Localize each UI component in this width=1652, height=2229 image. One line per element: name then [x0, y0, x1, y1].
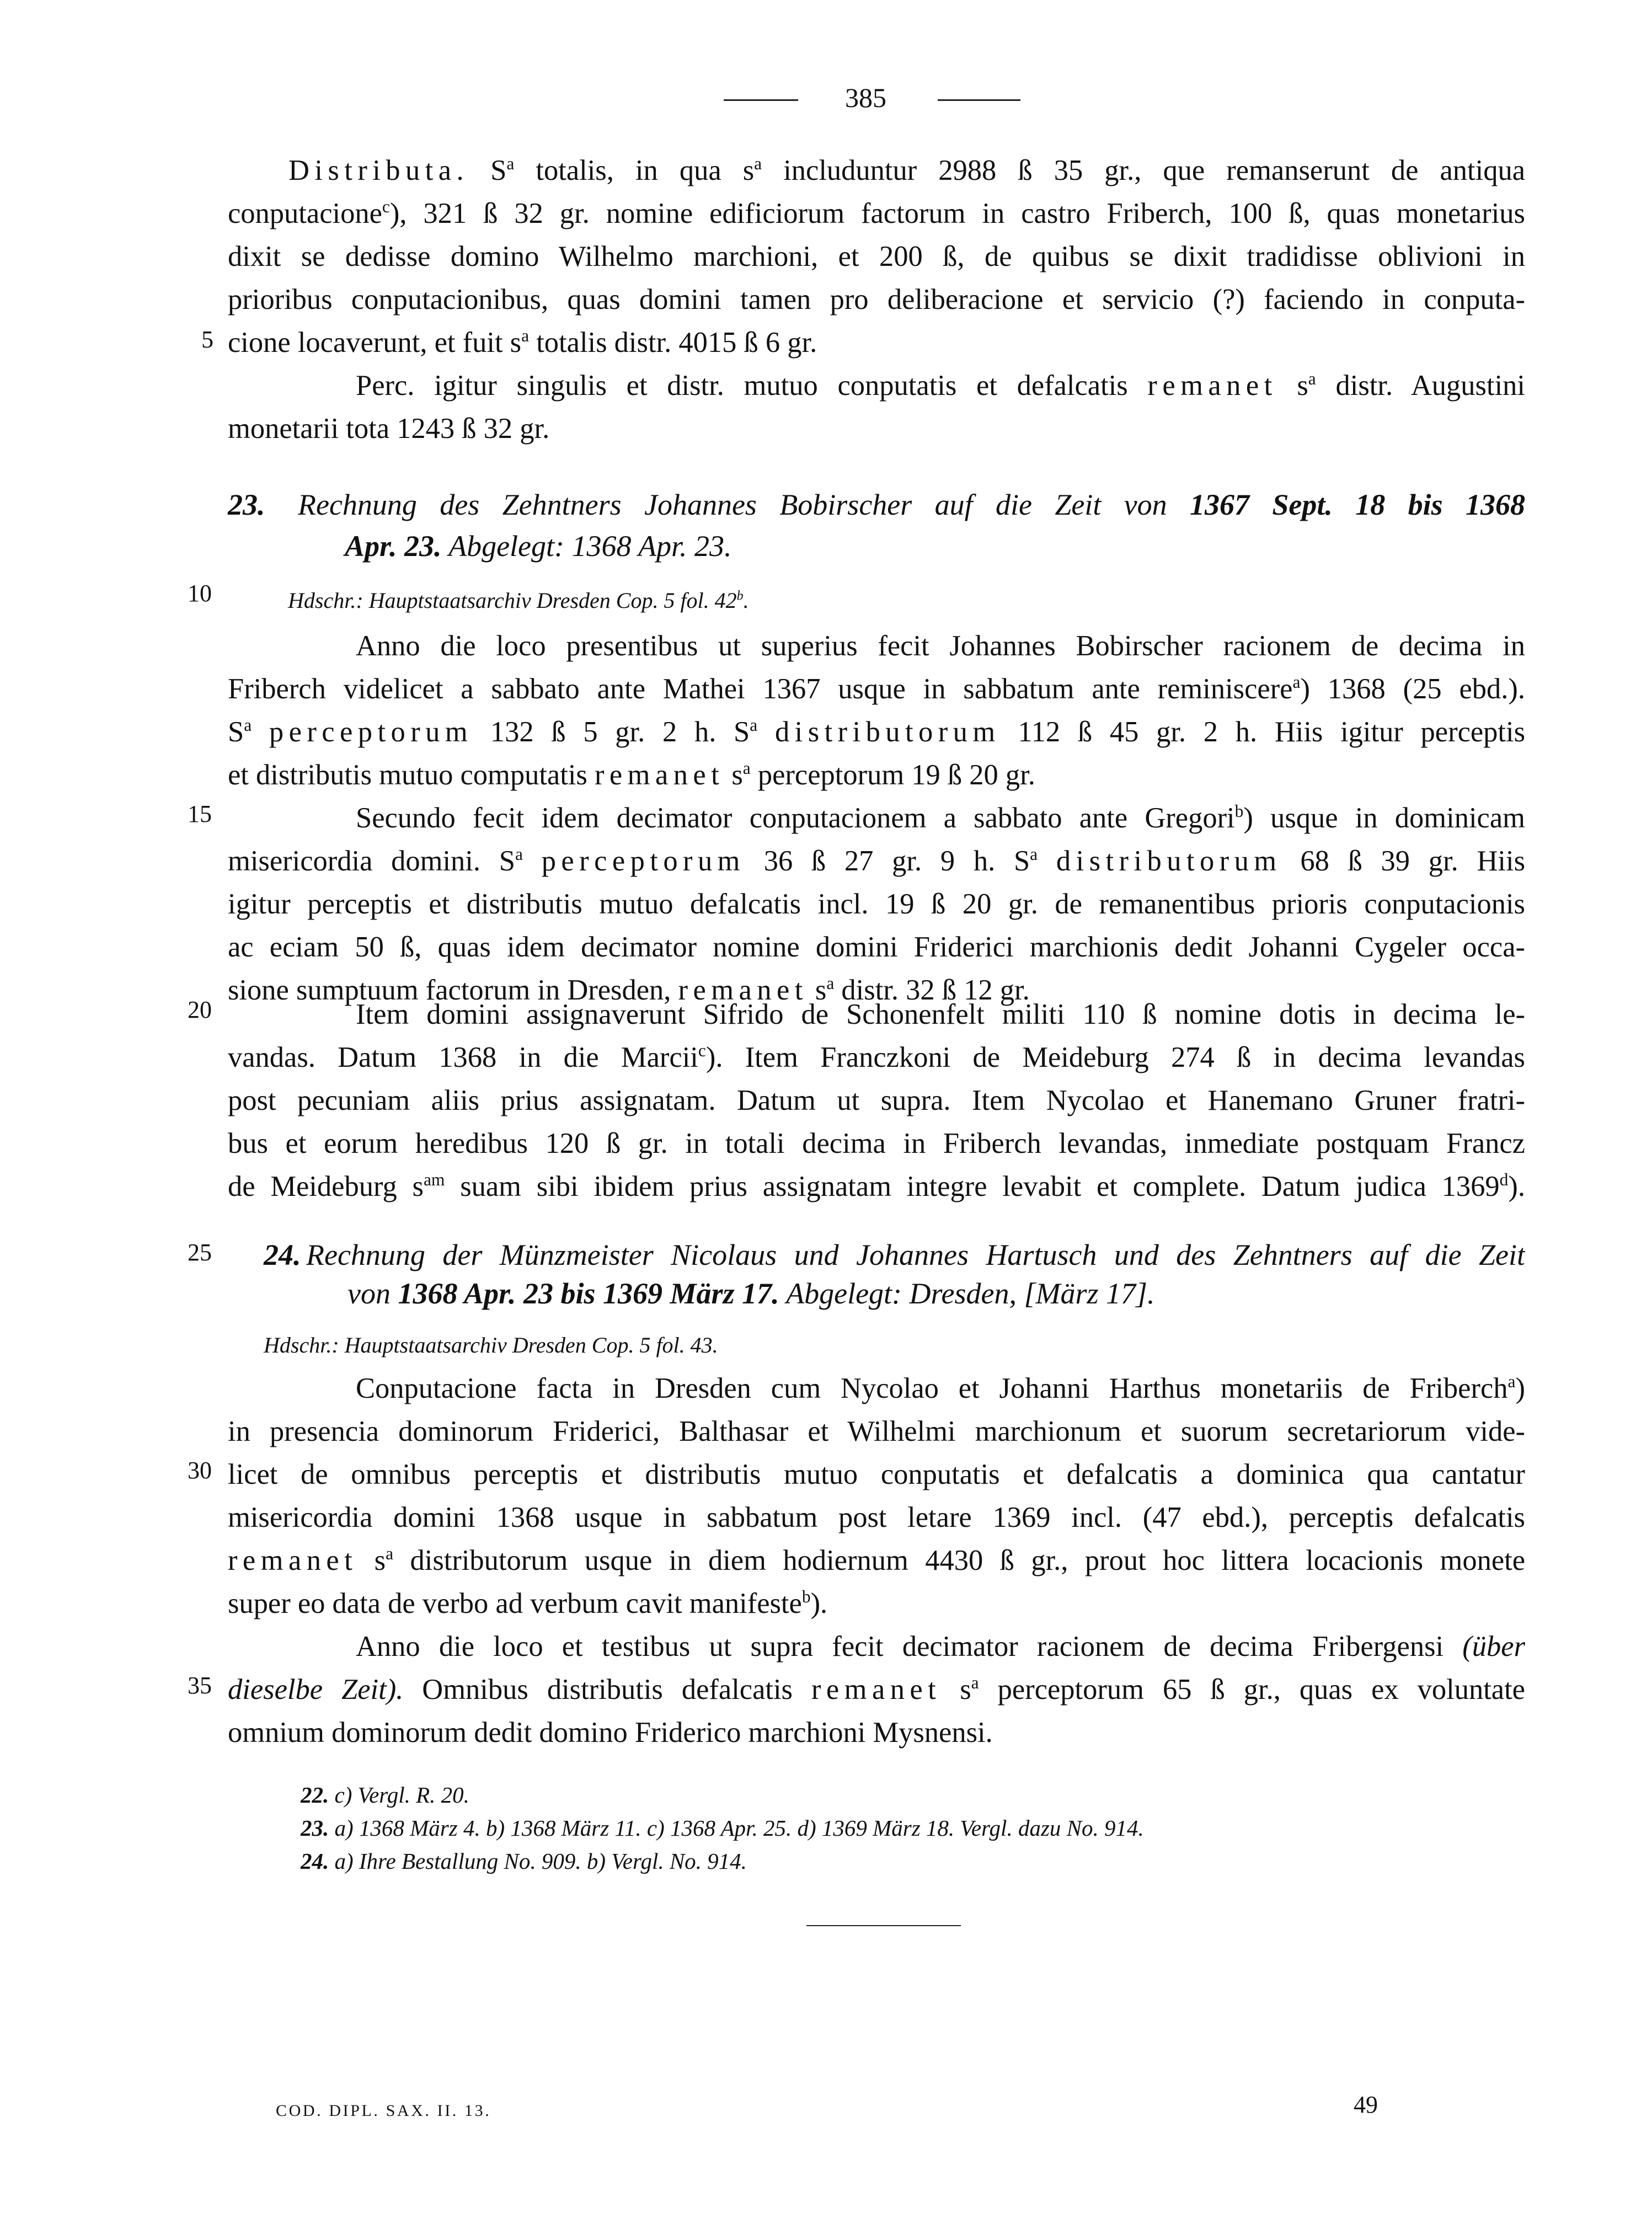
text-line: igitur perceptis et distributis mutuo defalcatis incl. 19 ß 20 gr. de remanentibus prioris conputacionis	[228, 888, 1525, 920]
text-line: vandas. Datum 1368 in die Marcii$^c$). Item Franczkoni de Meideburg 274 ß in decima levandas	[228, 1041, 1525, 1073]
text-line: $S^a$ perceptorum 132 ß 5 gr. 2 h. $S^a$ distributorum 112 ß 45 gr. 2 h. Hiis igitur perceptis	[228, 715, 1525, 748]
text-line: et distributis mutuo computatis remanet $s^a$ perceptorum 19 ß 20 gr.	[228, 758, 1035, 791]
section-24-source: Hdschr.: Hauptstaatsarchiv Dresden Cop. 5 fol. 43.	[264, 1333, 718, 1357]
section-number-23: 23.	[228, 488, 265, 521]
text-line: prioribus conputacionibus, quas domini tamen pro deliberacione et servicio (?) faciendo in conputa-	[228, 284, 1525, 316]
footer-signature: COD. DIPL. SAX. II. 13.	[276, 2102, 491, 2120]
text-line: dieselbe Zeit). Omnibus distributis defalcatis remanet $s^a$ perceptorum 65 ß gr., quas ex voluntate	[228, 1673, 1525, 1706]
footnote: 22. c) Vergl. R. 20.	[301, 1782, 469, 1808]
text-line: Anno die loco presentibus ut superius fecit Johannes Bobirscher racionem de decima in	[356, 630, 1525, 662]
section-24-heading-line-1: Rechnung der Münzmeister Nicolaus und Johannes Hartusch und des Zehntners auf die Zeit	[306, 1238, 1525, 1271]
footnote-end-rule	[806, 1925, 961, 1926]
text-line: dixit se dedisse domino Wilhelmo marchioni, et 200 ß, de quibus se dixit tradidisse oblivioni in	[228, 240, 1525, 272]
text-line: Secundo fecit idem decimator conputacionem a sabbato ante Gregori$^b$) usque in dominicam	[356, 801, 1525, 834]
line-number: 30	[188, 1457, 212, 1484]
page-number: 385	[845, 82, 886, 113]
section-24-heading-line-2: von 1368 Apr. 23 bis 1369 März 17. Abgelegt: Dresden, [März 17].	[347, 1277, 1155, 1310]
text-line: Perc. igitur singulis et distr. mutuo conputatis et defalcatis remanet $s^a$ distr. Augustini	[356, 369, 1525, 402]
footer-sheet-number: 49	[1354, 2091, 1378, 2118]
text-line: Distributa. $S^a$ totalis, in qua $s^a$ includuntur 2988 ß 35 gr., que remanserunt de antiqua	[288, 154, 1525, 186]
text-line: conputacione$^c$), 321 ß 32 gr. nomine edificiorum factorum in castro Friberch, 100 ß, quas monetarius	[228, 197, 1525, 229]
line-number: 25	[188, 1239, 212, 1266]
line-number: 20	[188, 996, 212, 1023]
text-line: monetarii tota 1243 ß 32 gr.	[228, 413, 550, 445]
line-number: 15	[188, 800, 212, 827]
section-23-heading-line-1: Rechnung des Zehntners Johannes Bobirscher auf die Zeit von 1367 Sept. 18 bis 1368	[298, 488, 1525, 521]
line-number: 5	[201, 326, 213, 353]
text-line: licet de omnibus perceptis et distributis mutuo conputatis et defalcatis a dominica qua cantatur	[228, 1458, 1525, 1490]
header-rule-left	[724, 99, 798, 101]
section-23-heading-line-2: Apr. 23. Abgelegt: 1368 Apr. 23.	[345, 530, 732, 563]
text-line: post pecuniam aliis prius assignatam. Datum ut supra. Item Nycolao et Hanemano Gruner fratri-	[228, 1084, 1525, 1116]
text-line: Friberch videlicet a sabbato ante Mathei 1367 usque in sabbatum ante reminiscere$^a$) 1368 (25 ebd.).	[228, 672, 1525, 705]
section-number-24: 24.	[264, 1238, 301, 1271]
line-number: 35	[188, 1672, 212, 1699]
text-line: super eo data de verbo ad verbum cavit manifeste$^b$).	[228, 1587, 828, 1619]
text-line: bus et eorum heredibus 120 ß gr. in totali decima in Friberch levandas, inmediate postquam Francz	[228, 1127, 1525, 1159]
text-line: in presencia dominorum Friderici, Balthasar et Wilhelmi marchionum et suorum secretariorum vide-	[228, 1415, 1525, 1447]
footnote: 23. a) 1368 März 4. b) 1368 März 11. c) 1368 Apr. 25. d) 1369 März 18. Vergl. dazu No. 914.	[301, 1815, 1144, 1841]
text-line: misericordia domini 1368 usque in sabbatum post letare 1369 incl. (47 ebd.), perceptis defalcatis	[228, 1501, 1525, 1533]
text-line: Item domini assignaverunt Sifrido de Schonenfelt militi 110 ß nomine dotis in decima le-	[356, 998, 1525, 1030]
text-line: ac eciam 50 ß, quas idem decimator nomine domini Friderici marchionis dedit Johanni Cygeler occa-	[228, 931, 1525, 963]
line-number: 10	[188, 580, 212, 607]
section-23-source: Hdschr.: Hauptstaatsarchiv Dresden Cop. 5 fol. 42$^b$.	[288, 588, 749, 613]
text-line: Anno die loco et testibus ut supra fecit decimator racionem de decima Fribergensi (über	[356, 1631, 1525, 1663]
text-line: misericordia domini. $S^a$ perceptorum 36 ß 27 gr. 9 h. $S^a$ distributorum 68 ß 39 gr. Hiis	[228, 844, 1525, 877]
text-line: remanet $s^a$ distributorum usque in diem hodiernum 4430 ß gr., prout hoc littera locacionis monete	[228, 1544, 1525, 1576]
text-line: Conputacione facta in Dresden cum Nycolao et Johanni Harthus monetariis de Friberch$^a$)	[356, 1372, 1525, 1404]
text-line: de Meideburg $s^{am}$ suam sibi ibidem prius assignatam integre levabit et complete. Datum judica 1369$^d$).	[228, 1170, 1525, 1202]
footnote: 24. a) Ihre Bestallung No. 909. b) Vergl. No. 914.	[301, 1848, 747, 1874]
text-line: sione sumptuum factorum in Dresden, remanet $s^a$ distr. 32 ß 12 gr.	[228, 974, 1030, 1006]
text-line: omnium dominorum dedit domino Friderico marchioni Mysnensi.	[228, 1717, 993, 1749]
header-rule-right	[938, 99, 1020, 101]
text-line: cione locaverunt, et fuit $s^a$ totalis distr. 4015 ß 6 gr.	[228, 326, 817, 359]
